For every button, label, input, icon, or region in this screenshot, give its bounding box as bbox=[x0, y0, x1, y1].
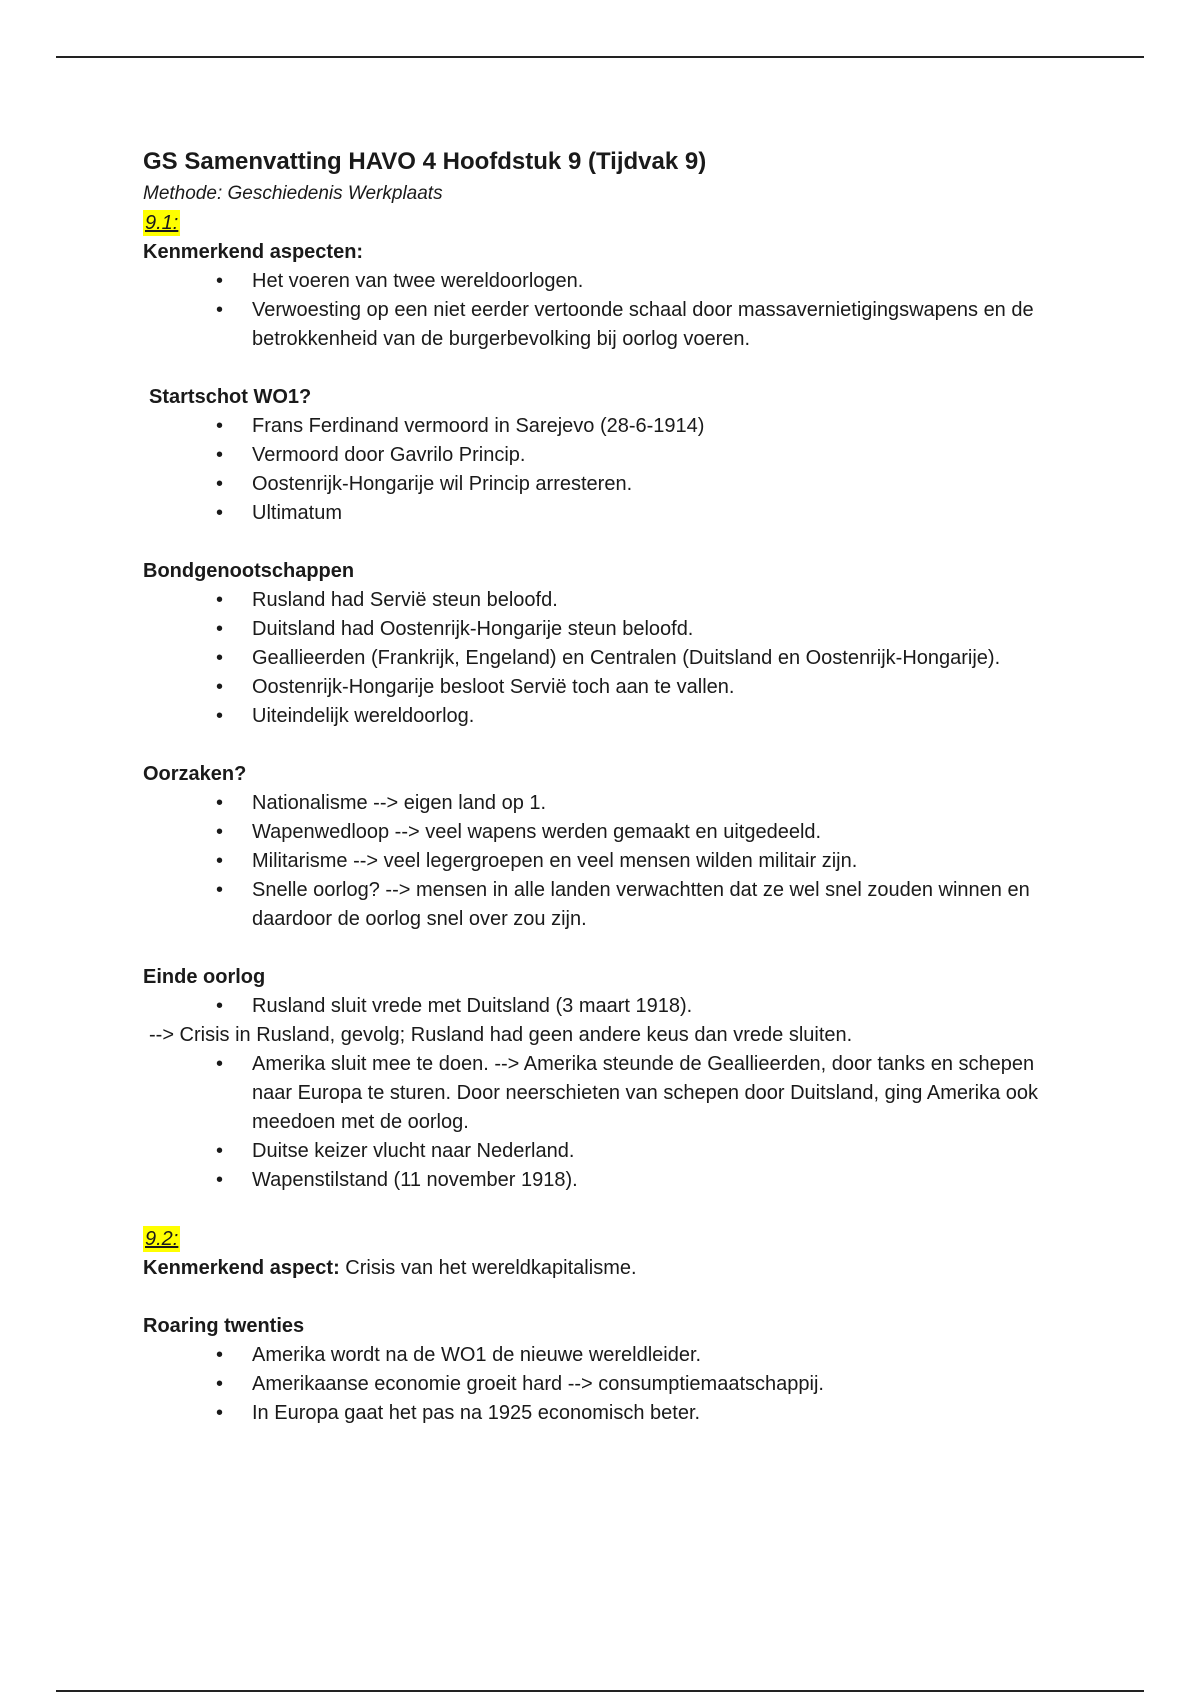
list-item: • Frans Ferdinand vermoord in Sarejevo (28-6-1914) bbox=[143, 412, 1043, 441]
list-item: • Ultimatum bbox=[143, 499, 1043, 528]
list-item: • Amerika sluit mee te doen. --> Amerika steunde de Geallieerden, door tanks en schepen naar Europa te sturen. Door neerschieten van schepen door Duitsland, ging Amerika ook meedoen met de oorlog. bbox=[143, 1050, 1043, 1137]
top-rule bbox=[56, 56, 1144, 58]
list-item: • Verwoesting op een niet eerder vertoonde schaal door massavernietigingswapens en de betrokkenheid van de burgerbevolking bij oorlog voeren. bbox=[143, 296, 1043, 354]
list-item: • Militarisme --> veel legergroepen en veel mensen wilden militair zijn. bbox=[143, 847, 1043, 876]
heading-einde-oorlog: Einde oorlog bbox=[143, 966, 266, 988]
heading-kenmerkend-aspecten: Kenmerkend aspecten: bbox=[143, 241, 364, 263]
document-subtitle: Methode: Geschiedenis Werkplaats bbox=[143, 183, 443, 204]
list-item: • Oostenrijk-Hongarije wil Princip arresteren. bbox=[143, 470, 1043, 499]
list-item: • Amerika wordt na de WO1 de nieuwe wereldleider. bbox=[143, 1341, 1043, 1370]
list-bondgenootschappen bbox=[143, 586, 1043, 731]
list-item: • Uiteindelijk wereldoorlog. bbox=[143, 702, 1043, 731]
list-item: • Wapenstilstand (11 november 1918). bbox=[143, 1166, 1043, 1195]
list-item: • Snelle oorlog? --> mensen in alle landen verwachtten dat ze wel snel zouden winnen en daardoor de oorlog snel over zou zijn. bbox=[143, 876, 1043, 934]
list-item: • Duitse keizer vlucht naar Nederland. bbox=[143, 1137, 1043, 1166]
list-item: • Rusland had Servië steun beloofd. bbox=[143, 586, 1043, 615]
list-startschot bbox=[143, 412, 1043, 528]
document-title: GS Samenvatting HAVO 4 Hoofdstuk 9 (Tijdvak 9) bbox=[143, 148, 707, 175]
list-item: • Wapenwedloop --> veel wapens werden gemaakt en uitgedeeld. bbox=[143, 818, 1043, 847]
list-einde-oorlog-b bbox=[143, 1050, 1043, 1195]
section-9-1 bbox=[143, 208, 1043, 1195]
kenmerkend-aspect-line bbox=[143, 1254, 1043, 1283]
list-oorzaken bbox=[143, 789, 1043, 934]
heading-oorzaken: Oorzaken? bbox=[143, 763, 247, 785]
list-item: • Duitsland had Oostenrijk-Hongarije steun beloofd. bbox=[143, 615, 1043, 644]
heading-bondgenootschappen: Bondgenootschappen bbox=[143, 560, 355, 582]
list-item: • Het voeren van twee wereldoorlogen. bbox=[143, 267, 1043, 296]
heading-roaring-twenties: Roaring twenties bbox=[143, 1315, 305, 1337]
list-item: • Nationalisme --> eigen land op 1. bbox=[143, 789, 1043, 818]
heading-startschot: Startschot WO1? bbox=[149, 386, 312, 408]
list-item: • Geallieerden (Frankrijk, Engeland) en Centralen (Duitsland en Oostenrijk-Hongarije). bbox=[143, 644, 1043, 673]
list-item: • Amerikaanse economie groeit hard --> consumptiemaatschappij. bbox=[143, 1370, 1043, 1399]
list-roaring-twenties bbox=[143, 1341, 1043, 1428]
einde-oorlog-note: --> Crisis in Rusland, gevolg; Rusland had geen andere keus dan vrede sluiten. bbox=[149, 1024, 853, 1046]
kenmerkend-aspect-label: Kenmerkend aspect: bbox=[143, 1257, 340, 1279]
kenmerkend-aspect-text: Crisis van het wereldkapitalisme. bbox=[339, 1257, 637, 1279]
section-tag-9-1: 9.1: bbox=[145, 212, 179, 234]
document-body bbox=[143, 144, 1043, 1428]
list-item: • Vermoord door Gavrilo Princip. bbox=[143, 441, 1043, 470]
list-item: • In Europa gaat het pas na 1925 economisch beter. bbox=[143, 1399, 1043, 1428]
bottom-rule bbox=[56, 1690, 1144, 1692]
section-tag-9-2: 9.2: bbox=[145, 1228, 179, 1250]
list-item: • Rusland sluit vrede met Duitsland (3 maart 1918). bbox=[143, 992, 1043, 1021]
list-kenmerkend-aspecten bbox=[143, 267, 1043, 354]
list-item: • Oostenrijk-Hongarije besloot Servië toch aan te vallen. bbox=[143, 673, 1043, 702]
list-einde-oorlog-a bbox=[143, 992, 1043, 1021]
section-9-2 bbox=[143, 1224, 1043, 1428]
